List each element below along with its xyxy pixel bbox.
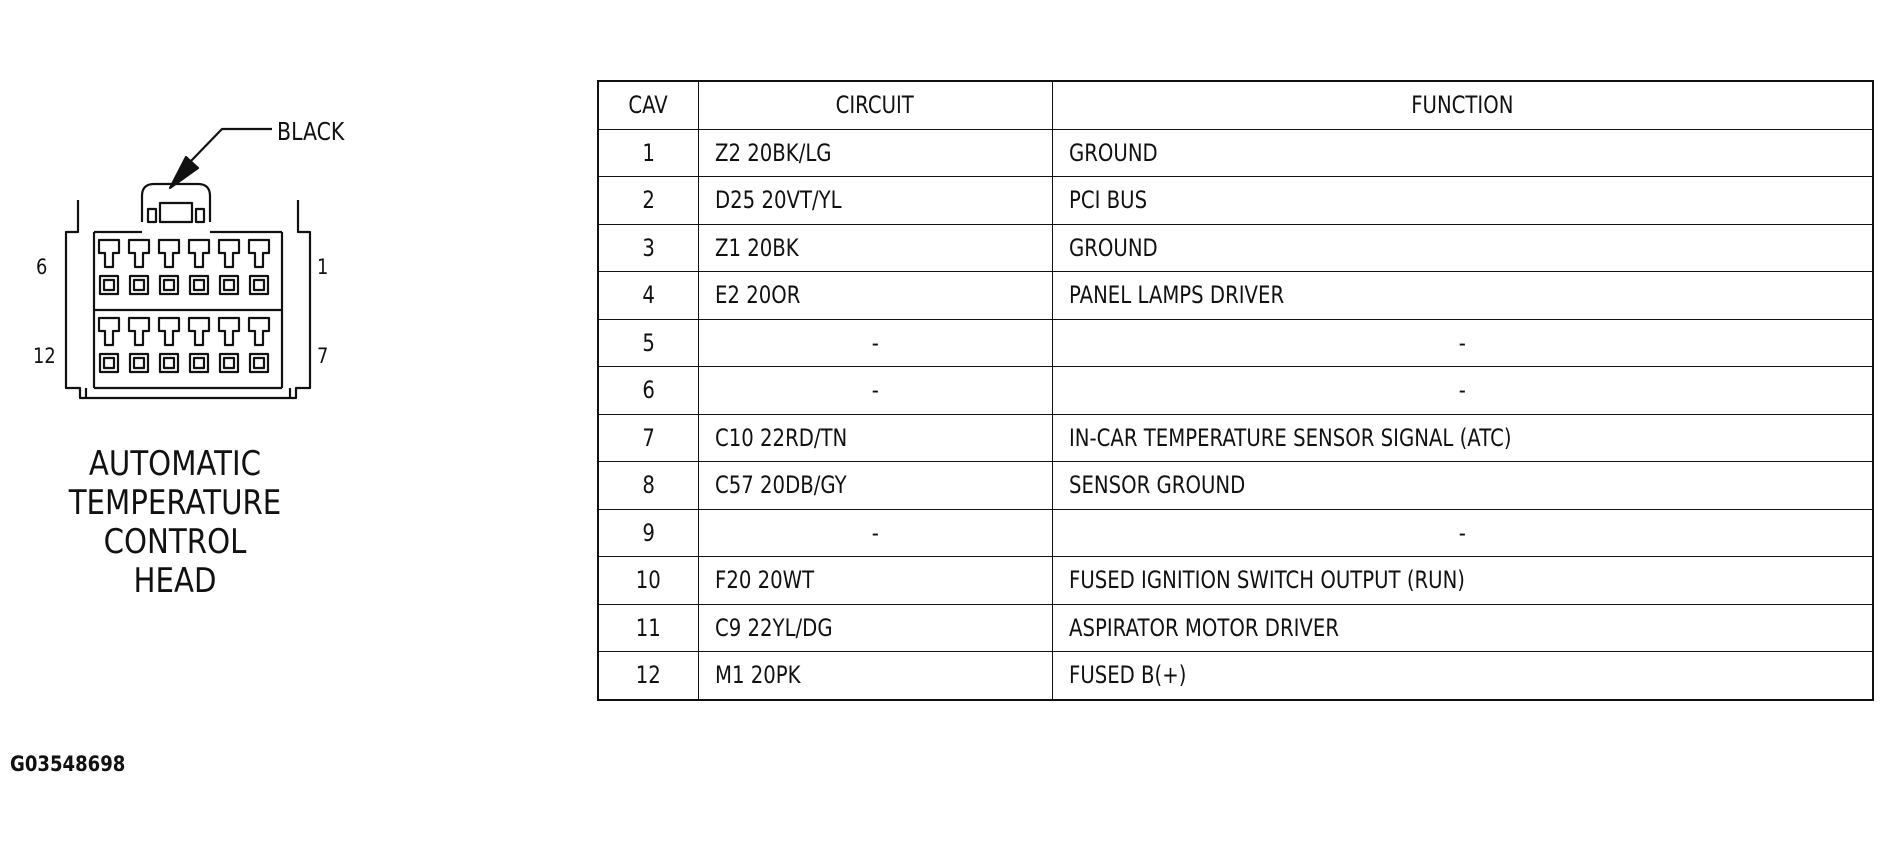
- circuit-cell: C10 22RD/TN: [698, 414, 1052, 462]
- circuit-cell: M1 20PK: [698, 652, 1052, 700]
- cav-cell: 7: [598, 414, 698, 462]
- circuit-cell: -: [698, 319, 1052, 367]
- component-name-line-4: HEAD: [133, 561, 217, 601]
- cav-cell: 11: [598, 604, 698, 652]
- circuit-cell: D25 20VT/YL: [698, 177, 1052, 225]
- circuit-cell: C57 20DB/GY: [698, 462, 1052, 510]
- cavity-label-top-left: 6: [36, 255, 48, 279]
- callout-arrow: [170, 129, 272, 188]
- cav-cell: 3: [598, 224, 698, 272]
- cav-cell: 2: [598, 177, 698, 225]
- function-cell: -: [1052, 509, 1873, 557]
- table-row: [598, 367, 1873, 415]
- table-row: [598, 224, 1873, 272]
- table-row: [598, 272, 1873, 320]
- cav-cell: 8: [598, 462, 698, 510]
- function-cell: FUSED IGNITION SWITCH OUTPUT (RUN): [1052, 557, 1873, 605]
- connector-housing: [66, 200, 310, 398]
- table-row: [598, 509, 1873, 557]
- function-cell: FUSED B(+): [1052, 652, 1873, 700]
- circuit-cell: -: [698, 367, 1052, 415]
- component-name: [50, 445, 299, 601]
- circuit-cell: Z1 20BK: [698, 224, 1052, 272]
- component-name-line-2: TEMPERATURE: [68, 483, 282, 523]
- circuit-cell: E2 20OR: [698, 272, 1052, 320]
- header-circuit: CIRCUIT: [698, 81, 1052, 129]
- function-cell: PANEL LAMPS DRIVER: [1052, 272, 1873, 320]
- circuit-cell: Z2 20BK/LG: [698, 129, 1052, 177]
- header-cav: CAV: [598, 81, 698, 129]
- figure-id: G03548698: [10, 752, 126, 776]
- cav-cell: 1: [598, 129, 698, 177]
- table-row: [598, 414, 1873, 462]
- function-cell: -: [1052, 367, 1873, 415]
- function-cell: IN-CAR TEMPERATURE SENSOR SIGNAL (ATC): [1052, 414, 1873, 462]
- function-cell: -: [1052, 319, 1873, 367]
- terminal-cavities: [99, 240, 269, 372]
- pinout-table: [597, 80, 1874, 701]
- cavity-label-top-right: 1: [317, 255, 329, 279]
- header-function: FUNCTION: [1052, 81, 1873, 129]
- table-header-row: [598, 81, 1873, 129]
- function-cell: SENSOR GROUND: [1052, 462, 1873, 510]
- cav-cell: 5: [598, 319, 698, 367]
- cav-cell: 6: [598, 367, 698, 415]
- cav-cell: 9: [598, 509, 698, 557]
- function-cell: GROUND: [1052, 224, 1873, 272]
- function-cell: PCI BUS: [1052, 177, 1873, 225]
- table-row: [598, 177, 1873, 225]
- cavity-label-bottom-left: 12: [33, 344, 56, 368]
- table-row: [598, 462, 1873, 510]
- function-cell: ASPIRATOR MOTOR DRIVER: [1052, 604, 1873, 652]
- cav-cell: 12: [598, 652, 698, 700]
- cav-cell: 4: [598, 272, 698, 320]
- connector-color-label: BLACK: [277, 117, 345, 146]
- table-row: [598, 604, 1873, 652]
- circuit-cell: C9 22YL/DG: [698, 604, 1052, 652]
- component-name-line-3: CONTROL: [103, 522, 247, 562]
- cavity-label-bottom-right: 7: [317, 344, 329, 368]
- connector-latch: [142, 184, 210, 222]
- table-row: [598, 319, 1873, 367]
- component-name-line-1: AUTOMATIC: [88, 444, 262, 484]
- circuit-cell: F20 20WT: [698, 557, 1052, 605]
- cav-cell: 10: [598, 557, 698, 605]
- table-row: [598, 652, 1873, 700]
- function-cell: GROUND: [1052, 129, 1873, 177]
- table-row: [598, 129, 1873, 177]
- table-row: [598, 557, 1873, 605]
- circuit-cell: -: [698, 509, 1052, 557]
